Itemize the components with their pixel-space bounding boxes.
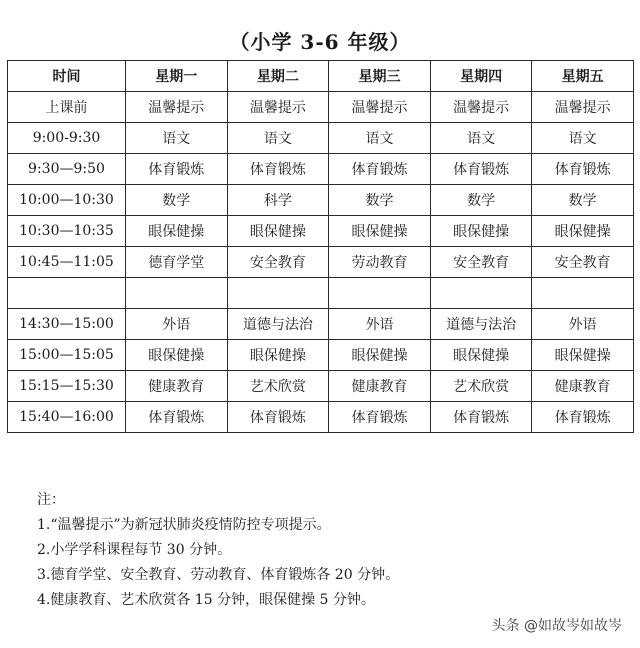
time-cell: 14:30—15:00 <box>8 309 126 340</box>
subject-cell: 语文 <box>532 123 634 154</box>
subject-cell: 温馨提示 <box>227 92 329 123</box>
time-cell: 15:40—16:00 <box>8 402 126 433</box>
subject-cell: 德育学堂 <box>126 247 228 278</box>
subject-cell <box>227 278 329 309</box>
subject-cell: 眼保健操 <box>227 340 329 371</box>
subject-cell: 安全教育 <box>430 247 532 278</box>
subject-cell: 艺术欣赏 <box>430 371 532 402</box>
subject-cell <box>329 278 431 309</box>
note-item: 2.小学学科课程每节 30 分钟。 <box>37 542 232 558</box>
subject-cell: 温馨提示 <box>329 92 431 123</box>
subject-cell: 体育锻炼 <box>126 402 228 433</box>
subject-cell: 体育锻炼 <box>126 154 228 185</box>
table-row <box>8 92 634 123</box>
subject-cell: 眼保健操 <box>126 340 228 371</box>
subject-cell <box>126 278 228 309</box>
time-cell <box>8 278 126 309</box>
subject-cell: 外语 <box>126 309 228 340</box>
subject-cell: 数学 <box>126 185 228 216</box>
notes-heading: 注： <box>37 492 65 508</box>
subject-cell: 眼保健操 <box>227 216 329 247</box>
subject-cell: 眼保健操 <box>329 216 431 247</box>
time-cell: 15:15—15:30 <box>8 371 126 402</box>
subject-cell: 数学 <box>430 185 532 216</box>
header-friday: 星期五 <box>532 61 634 92</box>
subject-cell: 外语 <box>532 309 634 340</box>
table-row <box>8 402 634 433</box>
subject-cell: 眼保健操 <box>430 340 532 371</box>
table-row <box>8 185 634 216</box>
note-item: 3.德育学堂、安全教育、劳动教育、体育锻炼各 20 分钟。 <box>37 567 400 583</box>
subject-cell <box>532 278 634 309</box>
subject-cell: 艺术欣赏 <box>227 371 329 402</box>
table-row <box>8 371 634 402</box>
subject-cell: 体育锻炼 <box>329 402 431 433</box>
table-row <box>8 340 634 371</box>
subject-cell: 眼保健操 <box>329 340 431 371</box>
subject-cell: 体育锻炼 <box>532 154 634 185</box>
subject-cell: 温馨提示 <box>532 92 634 123</box>
subject-cell: 科学 <box>227 185 329 216</box>
table-row <box>8 247 634 278</box>
table-row <box>8 278 634 309</box>
subject-cell: 体育锻炼 <box>227 402 329 433</box>
subject-cell: 眼保健操 <box>532 216 634 247</box>
subject-cell: 健康教育 <box>329 371 431 402</box>
time-cell: 9:00-9:30 <box>8 123 126 154</box>
header-wednesday: 星期三 <box>329 61 431 92</box>
time-cell: 9:30—9:50 <box>8 154 126 185</box>
table-row <box>8 154 634 185</box>
subject-cell: 道德与法治 <box>227 309 329 340</box>
subject-cell: 体育锻炼 <box>329 154 431 185</box>
time-cell: 15:00—15:05 <box>8 340 126 371</box>
note-item: 4.健康教育、艺术欣赏各 15 分钟，眼保健操 5 分钟。 <box>37 592 375 608</box>
subject-cell: 健康教育 <box>126 371 228 402</box>
subject-cell: 外语 <box>329 309 431 340</box>
subject-cell: 道德与法治 <box>430 309 532 340</box>
table-row <box>8 216 634 247</box>
time-cell: 10:45—11:05 <box>8 247 126 278</box>
page-title: （小学 3-6 年级） <box>229 30 411 54</box>
subject-cell: 体育锻炼 <box>430 402 532 433</box>
subject-cell: 安全教育 <box>227 247 329 278</box>
subject-cell: 语文 <box>329 123 431 154</box>
time-cell: 10:30—10:35 <box>8 216 126 247</box>
subject-cell: 眼保健操 <box>430 216 532 247</box>
header-time: 时间 <box>8 61 126 92</box>
subject-cell: 体育锻炼 <box>532 402 634 433</box>
header-thursday: 星期四 <box>430 61 532 92</box>
subject-cell: 语文 <box>430 123 532 154</box>
subject-cell: 温馨提示 <box>126 92 228 123</box>
header-monday: 星期一 <box>126 61 228 92</box>
notes <box>37 488 399 613</box>
subject-cell: 眼保健操 <box>532 340 634 371</box>
subject-cell: 语文 <box>126 123 228 154</box>
header-tuesday: 星期二 <box>227 61 329 92</box>
subject-cell: 健康教育 <box>532 371 634 402</box>
subject-cell <box>430 278 532 309</box>
table-row <box>8 309 634 340</box>
subject-cell: 温馨提示 <box>430 92 532 123</box>
subject-cell: 数学 <box>532 185 634 216</box>
watermark: 头条 @如故岑如故岑 <box>491 618 622 634</box>
subject-cell: 安全教育 <box>532 247 634 278</box>
time-cell: 10:00—10:30 <box>8 185 126 216</box>
time-cell: 上课前 <box>8 92 126 123</box>
subject-cell: 劳动教育 <box>329 247 431 278</box>
subject-cell: 数学 <box>329 185 431 216</box>
note-item: 1.“温馨提示”为新冠状肺炎疫情防控专项提示。 <box>37 517 331 533</box>
subject-cell: 眼保健操 <box>126 216 228 247</box>
table-row <box>8 123 634 154</box>
subject-cell: 语文 <box>227 123 329 154</box>
subject-cell: 体育锻炼 <box>430 154 532 185</box>
schedule-table <box>7 60 634 433</box>
subject-cell: 体育锻炼 <box>227 154 329 185</box>
header-row <box>8 61 634 92</box>
